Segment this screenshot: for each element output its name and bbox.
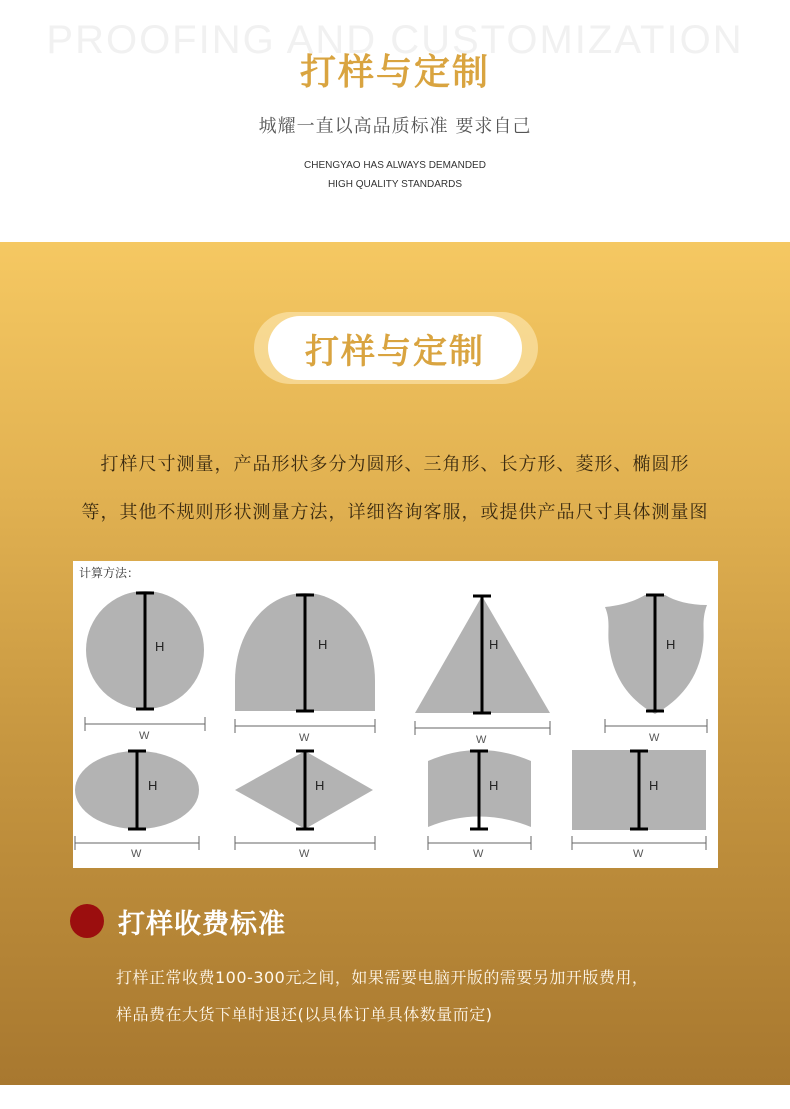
height-letter: H <box>489 778 499 793</box>
intro-text-line-1: 打样尺寸测量，产品形状多分为圆形、三角形、长方形、菱形、椭圆形 <box>100 454 690 475</box>
fee-text-line-2: 样品费在大货下单时退还(以具体订单具体数量而定) <box>116 1005 493 1024</box>
measurement-diagram-svg <box>73 561 718 868</box>
width-letter: W <box>473 848 484 860</box>
bottom-white-strip <box>0 1085 790 1109</box>
height-letter: H <box>318 637 328 652</box>
header-english-tagline <box>0 156 790 194</box>
intro-text-line-2: 等，其他不规则形状测量方法，详细咨询客服，或提供产品尺寸具体测量图 <box>81 502 709 523</box>
width-letter: W <box>633 848 644 860</box>
height-letter: H <box>649 778 659 793</box>
width-letter: W <box>476 734 487 746</box>
fee-bullet-dot <box>70 904 104 938</box>
height-letter: H <box>148 778 158 793</box>
width-letter: W <box>131 848 142 860</box>
width-letter: W <box>299 732 310 744</box>
tagline-line-1: CHENGYAO HAS ALWAYS DEMANDED <box>304 160 486 171</box>
header-section <box>0 0 790 242</box>
width-letter: W <box>299 848 310 860</box>
header-background-text: PROOFING AND CUSTOMIZATION <box>46 18 744 62</box>
fee-text-line-1: 打样正常收费100-300元之间，如果需要电脑开版的需要另加开版费用， <box>116 968 649 987</box>
height-letter: H <box>666 637 676 652</box>
tagline-line-2: HIGH QUALITY STANDARDS <box>327 179 463 190</box>
height-letter: H <box>155 639 165 654</box>
measurement-diagram <box>73 561 718 868</box>
width-letter: W <box>649 732 660 744</box>
pill-title: 打样与定制 <box>268 316 522 380</box>
height-letter: H <box>315 778 325 793</box>
diagram-label: 计算方法： <box>79 566 140 580</box>
header-title: 打样与定制 <box>299 52 490 93</box>
height-letter: H <box>489 637 499 652</box>
fee-title: 打样收费标准 <box>118 909 286 940</box>
width-letter: W <box>139 730 150 742</box>
header-subtitle: 城耀一直以高品质标准 要求自己 <box>258 116 532 137</box>
